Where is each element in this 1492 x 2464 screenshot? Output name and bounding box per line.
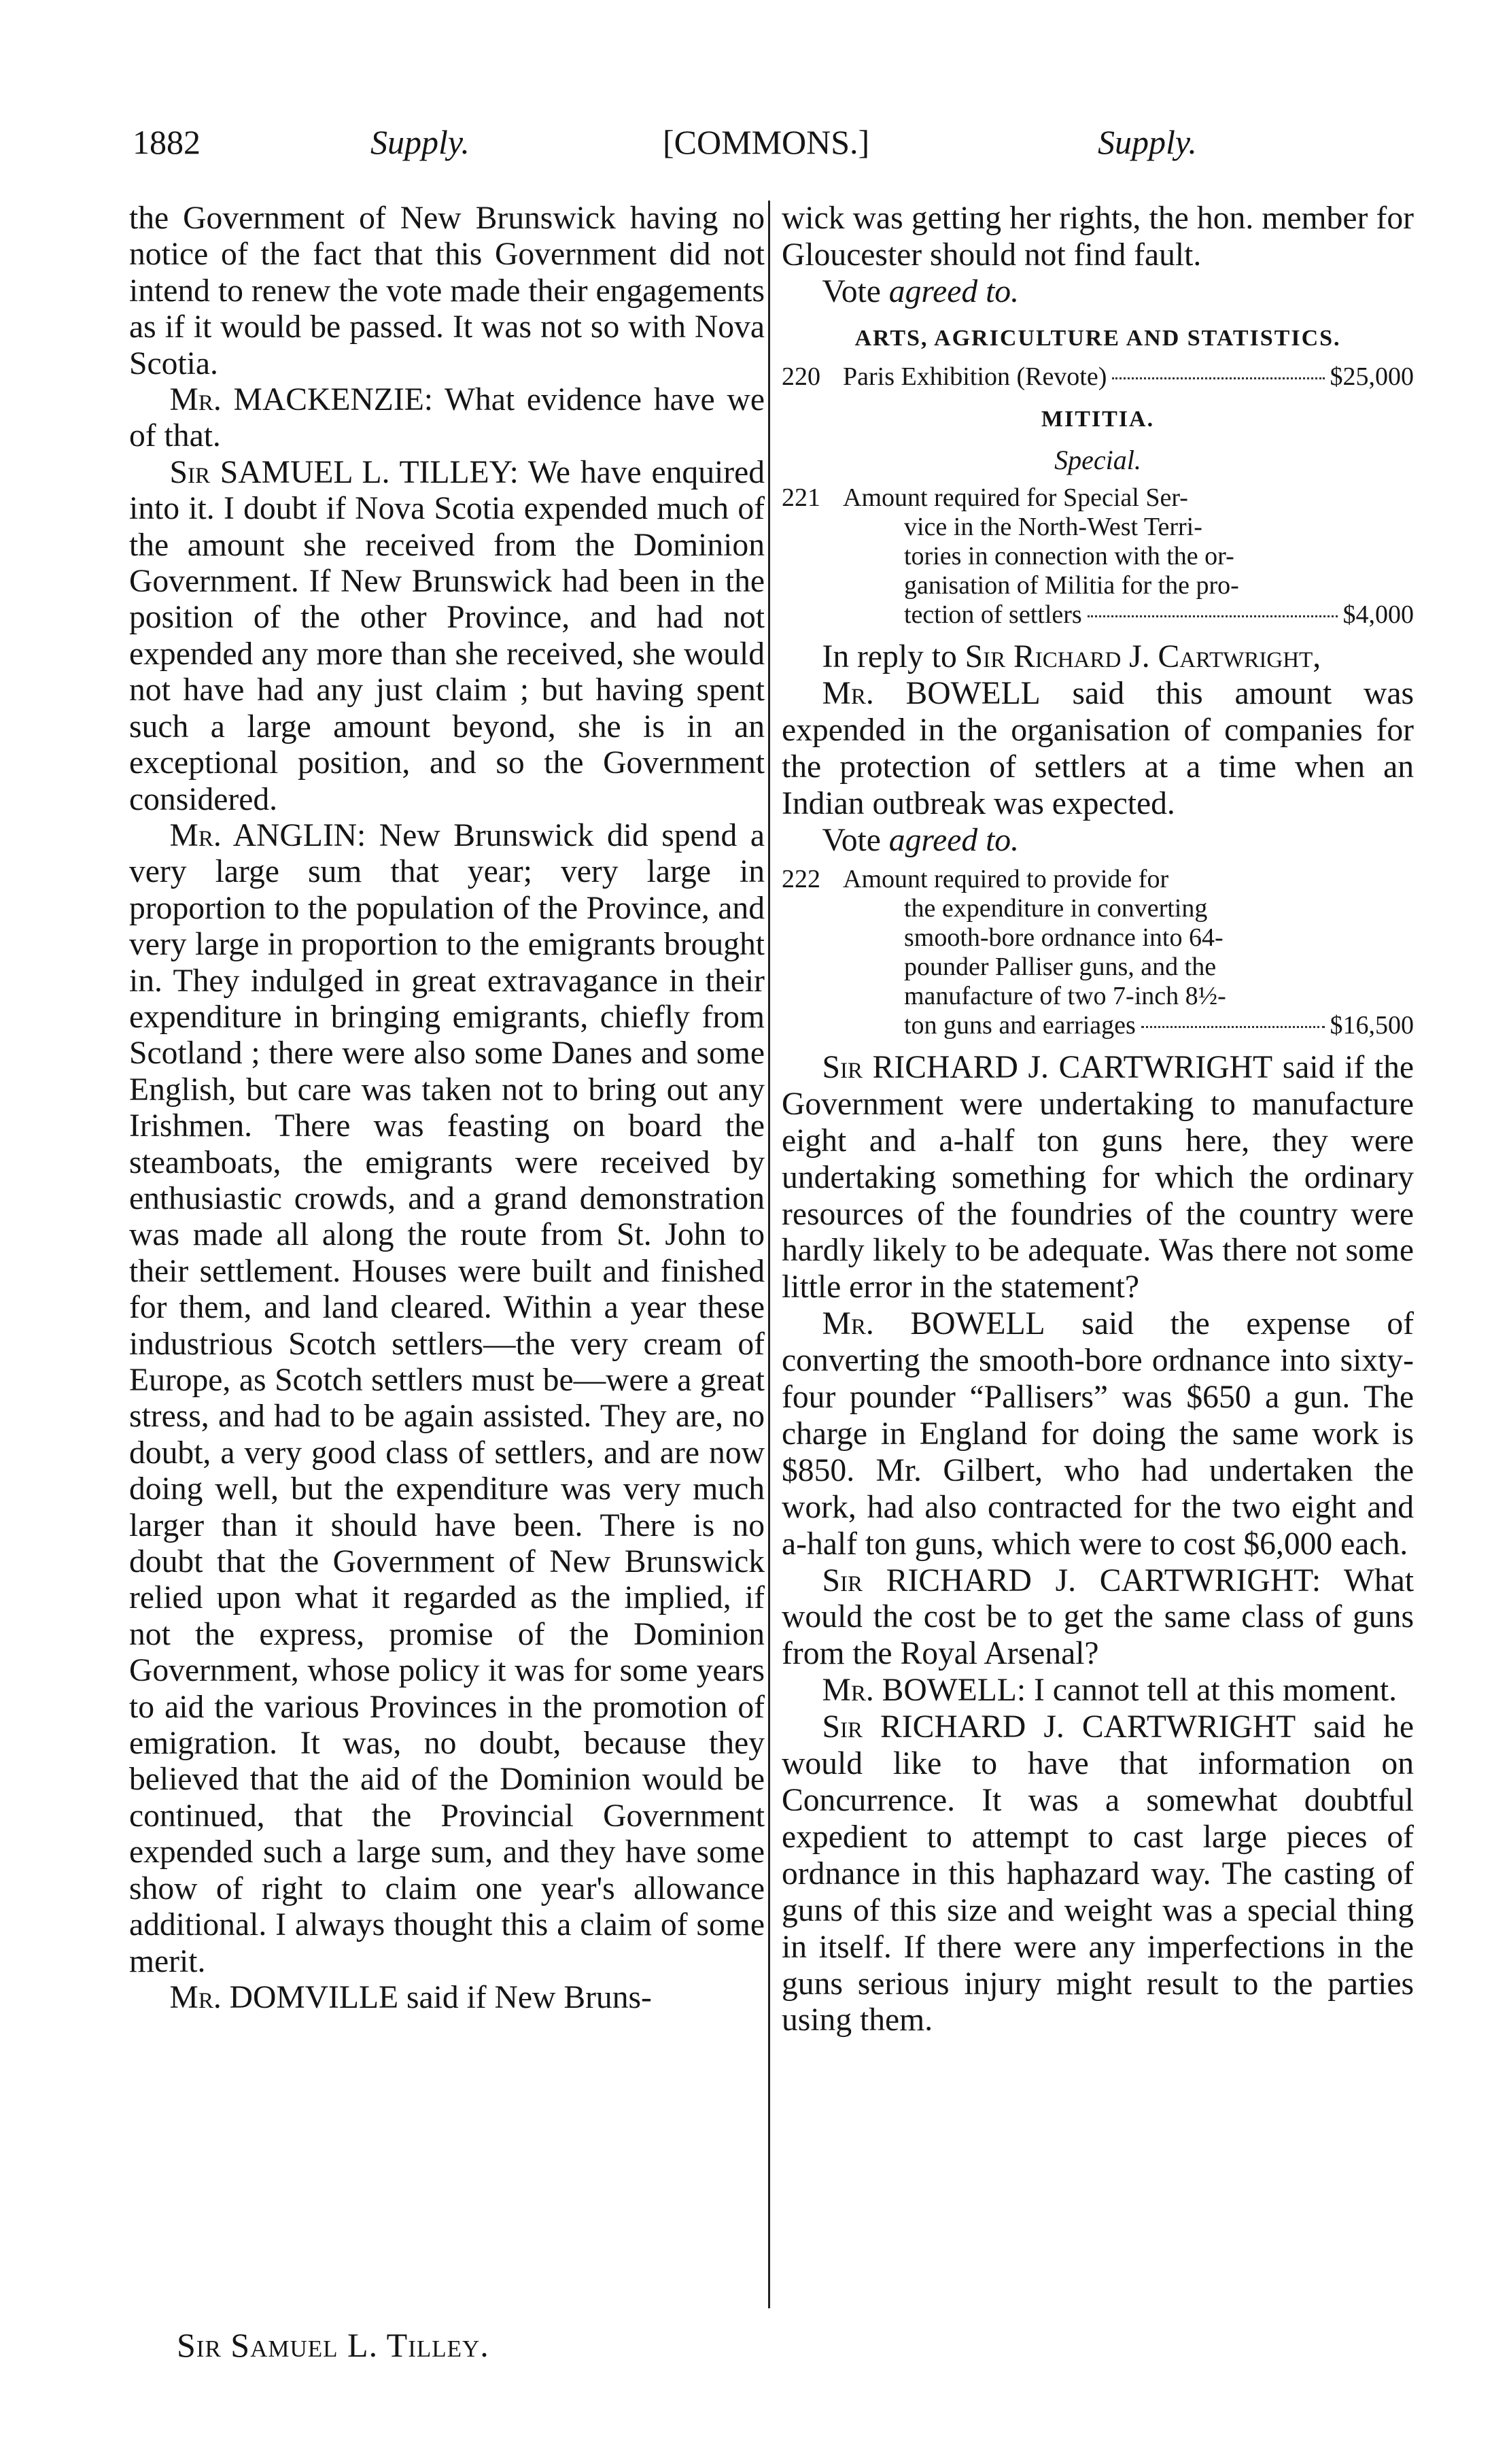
speaker-name: Sir RICHARD J. CARTWRIGHT [822, 1049, 1273, 1085]
right-paragraph: In reply to Sir Richard J. Cartwright, [822, 639, 1321, 675]
speaker-name: Mr. MACKENZIE: [169, 382, 434, 418]
vote-line: Vote agreed to. [822, 822, 1019, 858]
right-paragraph: Mr. BOWELL said this amount was expended in the organisation of companies for the protection of settlers at a time when an Indian outbreak was expected. [782, 676, 1414, 822]
right-paragraph: Sir RICHARD J. CARTWRIGHT said he would like to have that information on Concurrence. It was a somewhat doubtful expedient to attempt to cast large pieces of ordnance in this haphazard way. The casting of guns of this size and weight was a special thing in itself. If there were any imperfections in the guns serious injury might result to the parties using them. [782, 1709, 1415, 2038]
speaker-name: Sir SAMUEL L. TILLEY: [169, 454, 519, 490]
running-head-right: Supply. [1098, 123, 1197, 161]
speaker-name: Mr. ANGLIN: [169, 817, 366, 853]
subsection-heading: Special. [1054, 444, 1141, 475]
page-footer-catchword: Sir Samuel L. Tilley. [177, 2326, 489, 2364]
running-head-left: Supply. [370, 123, 470, 161]
item-amount: $25,000 [1330, 362, 1414, 391]
speaker-name: Sir RICHARD J. CARTWRIGHT [822, 1709, 1296, 1745]
speaker-name: Mr. BOWELL [822, 676, 1041, 712]
estimate-item-220: 220 Paris Exhibition (Revote) $25,000 [782, 362, 1414, 391]
right-paragraph: Sir RICHARD J. CARTWRIGHT said if the Government were undertaking to manufacture eight and a-half ton guns here, they were undertaking something for which the ordinary resources of the foundries of the country were hardly likely to be adequate. Was there not some little error in the statement? [782, 1049, 1415, 1305]
right-paragraph: Sir RICHARD J. CARTWRIGHT: What would the cost be to get the same class of guns from the Royal Arsenal? [782, 1562, 1414, 1672]
page-number: 1882 [133, 123, 201, 161]
column-divider [768, 201, 770, 2308]
section-heading: MITITIA. [1041, 406, 1155, 432]
speaker-name: Mr. DOMVILLE [169, 1979, 399, 2015]
left-paragraph: Mr. ANGLIN: New Brunswick did spend a very large sum that year; very large in proportion to the population of the Province, and very large in proportion to the emigrants brought in. They indulged in great extravagance in their expenditure in bringing emigrants, chiefly from Scotland ; there were also some Danes and some English, but care was taken not to bring out any Irishmen. There was feasting on board the steamboats, the emigrants were received by enthusiastic crowds, and a grand demonstration was made all along the route from St. John to their settlement. Houses were built and finished for them, and land cleared. Within a year these industrious Scotch settlers—the very cream of Europe, as Scotch settlers must be—were a great stress, and had to be again assisted. They are, no doubt, a very good class of settlers, and are now doing well, but the expenditure was very much larger than it should have been. There is no doubt that the Government of New Brunswick relied upon what it regarded as the implied, if not the express, promise of the Dominion Government, whose policy it was for some years to aid the various Provinces in the promotion of emigration. It was, no doubt, because they believed that the aid of the Dominion would be continued, that the Provincial Government expended such a large sum, and they have some show of right to claim one year's allowance additional. I always thought this a claim of some merit. [129, 817, 765, 1979]
right-column [782, 201, 1414, 2039]
left-paragraph: the Government of New Brunswick having no notice of the fact that this Government did not intend to renew the vote made their engagements as if it would be passed. It was not so with Nova Scotia. [129, 201, 765, 381]
vote-line: Vote agreed to. [822, 273, 1019, 309]
left-column [129, 201, 765, 2016]
speaker-name: Mr. BOWELL [822, 1306, 1045, 1342]
running-head-center: [COMMONS.] [663, 123, 870, 161]
left-paragraph: Mr. MACKENZIE: What evidence have we of that. [129, 382, 765, 454]
left-paragraph: Mr. DOMVILLE said if New Bruns- [169, 1979, 652, 2015]
item-amount: $16,500 [1330, 1010, 1414, 1040]
right-paragraph: Mr. BOWELL said the expense of converting the smooth-bore ordnance into sixty-four pounder “Pallisers” was $650 a gun. The charge in England for doing the same work is $850. Mr. Gilbert, who had undertaken the work, had also contracted for the two eight and a-half ton guns, which were to cost $6,000 each. [782, 1306, 1414, 1562]
section-heading: ARTS, AGRICULTURE AND STATISTICS. [854, 325, 1341, 351]
speaker-name: Sir Richard J. Cartwright, [965, 639, 1321, 675]
item-amount: $4,000 [1342, 600, 1414, 630]
speaker-name: Mr. BOWELL: [822, 1673, 1026, 1709]
estimate-item-222: 222 Amount required to provide for the expenditure in converting smooth-bore ordnance into 64- pounder Palliser guns, and the manufacture of two 7-inch 8½- ton guns and earriages $16,500 [782, 864, 1414, 1040]
estimate-item-221: 221 Amount required for Special Ser- vice in the North-West Terri- tories in connection with the or- ganisation of Militia for the pro- tection of settlers $4,000 [782, 483, 1414, 630]
right-paragraph: wick was getting her rights, the hon. member for Gloucester should not find fault. [782, 201, 1414, 273]
right-paragraph: Mr. BOWELL: I cannot tell at this moment. [822, 1673, 1397, 1709]
speaker-name: Sir RICHARD J. CARTWRIGHT: [822, 1562, 1321, 1598]
page-header [133, 109, 1417, 184]
left-paragraph: Sir SAMUEL L. TILLEY: We have enquired into it. I doubt if Nova Scotia expended much of the amount she received from the Dominion Government. If New Brunswick had been in the position of the other Province, and had not expended any more than she received, she would not have had any just claim ; but having spent such a large amount beyond, she is in an exceptional position, and so the Government considered. [129, 454, 765, 817]
